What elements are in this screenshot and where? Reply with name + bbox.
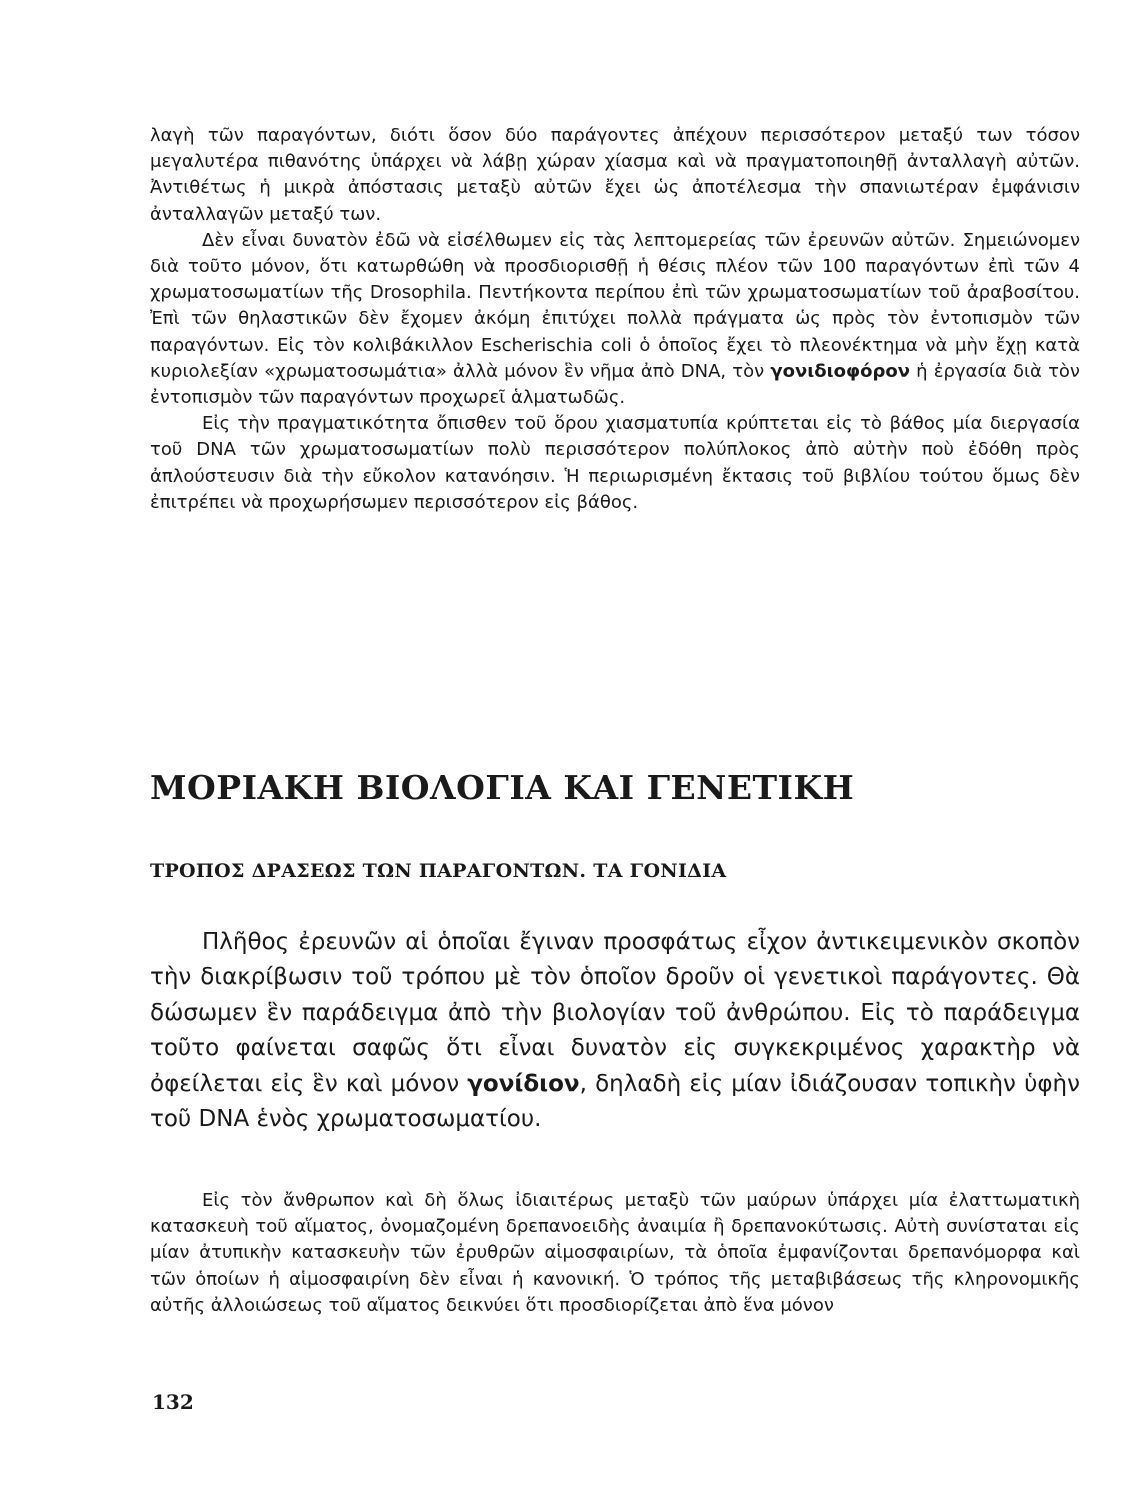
paragraph-text-tail: ἡ ἐργασία διὰ τὸν ἐντοπισμὸν τῶν παραγόντων προχωρεῖ ἁλματωδῶς.: [150, 360, 1080, 409]
lead-text-end: , δηλαδὴ εἰς μίαν ἰδιάζουσαν τοπικὴν ὑφὴν τοῦ DNA ἑνὸς χρωματοσωματίου.: [150, 1070, 1080, 1133]
page-number: 132: [152, 1390, 194, 1414]
lead-text-start: Πλῆθος ἐρευνῶν αἱ ὁποῖαι ἔγιναν προσφάτως εἶχον ἀντικειμενικὸν σκοπὸν τὴν διακρίβωσιν τοῦ τρόπου μὲ τὸν ὁποῖον δροῦν οἱ γενετικοὶ παράγοντες. Θὰ δώσωμεν ἓν παράδειγμα ἀπὸ τὴν βιολογίαν τοῦ ἀνθρώπου. Εἰς τὸ παράδειγμα τοῦτο φαίνεται σαφῶς ὅτι εἶναι δυνατὸν εἰς συγκεκριμένος χαρακτὴρ νὰ ὀφείλεται εἰς ἓν καὶ μόνον: [150, 929, 1080, 1097]
paragraph-sickle-cell: Εἰς τὸν ἄνθρωπον καὶ δὴ ὅλως ἰδιαιτέρως μεταξὺ τῶν μαύρων ὑπάρχει μία ἐλαττωματικὴ κατασκευὴ τοῦ αἵματος, ὀνομαζομένη δρεπανοειδὴς ἀναιμία ἢ δρεπανοκύτωσις. Αὐτὴ συνίσταται εἰς μίαν ἀτυπικὴν κατασκευὴν τῶν ἐρυθρῶν αἱμοσφαιρίων, τὰ ὁποῖα ἐμφανίζονται δρεπανόμορφα καὶ τῶν ὁποίων ἡ αἱμοσφαιρίνη δὲν εἶναι ἡ κανονική. Ὁ τρόπος τῆς μεταβιβάσεως τῆς κληρονομικῆς αὐτῆς ἀλλοιώσεως τοῦ αἵματος δεικνύει ὅτι προσδιορίζεται ἀπὸ ἕνα μόνον: [150, 1190, 1080, 1316]
lead-text-block: [150, 925, 1080, 1137]
paragraph-continued: λαγὴ τῶν παραγόντων, διότι ὅσον δύο παράγοντες ἀπέχουν περισσότερον μεταξύ των τόσον μεγαλυτέρα πιθανότης ὑπάρχει νὰ λάβῃ χώραν χίασμα καὶ νὰ πραγματοποιηθῇ ἀνταλλαγὴ αὐτῶν. Ἀντιθέτως ἡ μικρὰ ἀπόστασις μεταξὺ αὐτῶν ἔχει ὡς ἀποτέλεσμα τὴν σπανιωτέραν ἐμφάνισιν ἀνταλλαγῶν μεταξύ των.: [150, 125, 1080, 225]
paragraph-crossing-over: Εἰς τὴν πραγματικότητα ὄπισθεν τοῦ ὅρου χιασματυπία κρύπτεται εἰς τὸ βάθος μία διεργασία τοῦ DNA τῶν χρωματοσωματίων πολὺ περισσότερον πολύπλοκος ἀπὸ αὐτὴν ποὺ ἐδόθη πρὸς ἀπλούστευσιν διὰ τὴν εὔκολον κατανόησιν. Ἡ περιωρισμένη ἔκτασις τοῦ βιβλίου τούτου ὅμως δὲν ἐπιτρέπει νὰ προχωρήσωμεν περισσότερον εἰς βάθος.: [150, 413, 1080, 513]
top-text-block: [150, 123, 1080, 516]
lead-paragraph: [150, 925, 1080, 1137]
subsection-title: ΤΡΟΠΟΣ ΔΡΑΣΕΩΣ ΤΩΝ ΠΑΡΑΓΟΝΤΩΝ. ΤΑ ΓΟΝΙΔΙΑ: [150, 860, 727, 882]
paragraph-text: Δὲν εἶναι δυνατὸν ἐδῶ νὰ εἰσέλθωμεν εἰς τὰς λεπτομερείας τῶν ἐρευνῶν αὐτῶν. Σημειώνομεν διὰ τοῦτο μόνον, ὅτι κατωρθώθη νὰ προσδιορισθῇ ἡ θέσις πλέον τῶν 100 παραγόντων ἐπὶ τῶν 4 χρωματοσωματίων τῆς Drosophila. Πεντήκοντα περίπου ἐπὶ τῶν χρωματοσωματίων τοῦ ἀραβοσίτου. Ἐπὶ τῶν θηλαστικῶν δὲν ἔχομεν ἀκόμη ἐπιτύχει πολλὰ πράγματα ὡς πρὸς τὸν ἐντοπισμὸν τῶν παραγόντων. Εἰς τὸν κολιβάκιλλον Escherischia coli ὁ ὁποῖος ἔχει τὸ πλεονέκτημα νὰ μὴν ἔχῃ κατὰ κυριολεξίαν «χρωματοσωμάτια» ἀλλὰ μόνον ἓν νῆμα ἀπὸ DNA, τὸν: [150, 229, 1080, 382]
bold-term: γονιδιοφόρον: [770, 360, 910, 382]
paragraph-research-details: [150, 228, 1080, 411]
section-title: ΜΟΡΙΑΚΗ ΒΙΟΛΟΓΙΑ ΚΑΙ ΓΕΝΕΤΙΚΗ: [150, 768, 855, 807]
bold-term-gene: γονίδιον: [467, 1070, 580, 1097]
bottom-text-block: [150, 1188, 1080, 1319]
